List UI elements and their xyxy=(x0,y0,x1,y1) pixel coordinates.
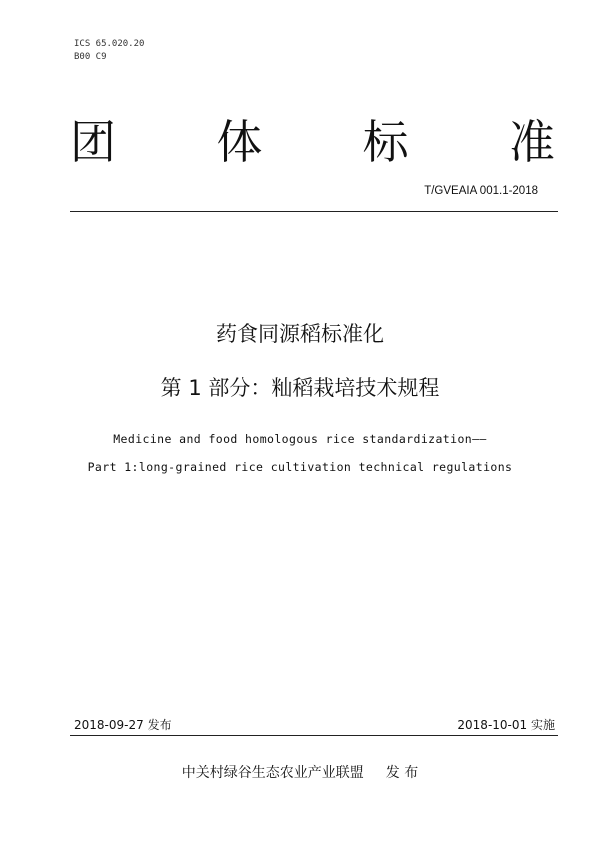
top-divider xyxy=(70,211,558,212)
chinese-title-line-1: 药食同源稻标准化 xyxy=(216,322,384,346)
issuer-line xyxy=(0,762,600,782)
issuer-name: 中关村绿谷生态农业产业联盟 xyxy=(181,765,364,781)
implement-date: 2018-10-01 xyxy=(457,718,528,732)
english-title-line-2: Part 1:long-grained rice cultivation technical regulations xyxy=(87,460,513,474)
classification-codes xyxy=(74,38,144,64)
document-type-char: 团 xyxy=(70,115,116,169)
issuer-action: 发 布 xyxy=(385,765,419,781)
standard-number: T/GVEAIA 001.1-2018 xyxy=(424,185,538,197)
publish-date: 2018-09-27 xyxy=(74,718,144,732)
ics-code: ICS 65.020.20 xyxy=(74,39,145,49)
implement-label: 实施 xyxy=(530,718,555,732)
publish-date-block xyxy=(74,716,172,733)
document-type-char: 标 xyxy=(362,115,409,169)
document-type-char: 准 xyxy=(508,115,555,169)
implement-date-block xyxy=(457,716,555,733)
bottom-divider xyxy=(70,735,558,736)
publish-label: 发布 xyxy=(147,718,172,732)
chinese-title-line-2: 第 1 部分：籼稻栽培技术规程 xyxy=(160,376,440,400)
ccs-code: B00 C9 xyxy=(74,52,107,62)
english-title-line-1: Medicine and food homologous rice standardization—— xyxy=(113,432,487,446)
document-type-char: 体 xyxy=(216,115,263,169)
document-type-heading xyxy=(70,112,555,172)
